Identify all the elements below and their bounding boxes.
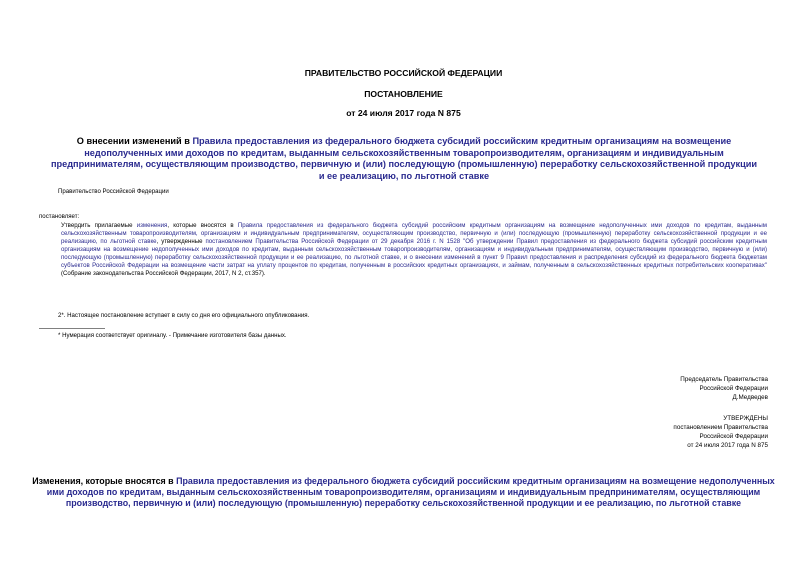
rules-link-inline[interactable]: Правила предоставления из федерального бюджета субсидий российским кредитным организациям на возмещение недополученных ими доходов по кредитам, выданным сельскохозяйственным товаропроизводителям, организациям и индивидуальным предпринимателям, осуществляющим производство, первичную и (или) последующую (промышленную) переработку сельскохозяйственной продукции и ее реализацию, по льготной ставке — [61, 222, 767, 245]
document-title — [48, 136, 760, 182]
item1-text-4: (Собрание законодательства Российской Федерации, 2017, N 2, ст.357). — [61, 270, 266, 277]
document-type: ПОСТАНОВЛЕНИЕ — [364, 89, 443, 99]
resolves-line: постановляет: — [39, 213, 80, 220]
item-1-paragraph — [39, 222, 767, 278]
approval-line-3: от 24 июля 2017 года N 875 — [687, 442, 768, 449]
signature-name: Д.Медведев — [732, 394, 768, 401]
item1-text-2: , которые вносятся в — [167, 222, 238, 229]
government-line: Правительство Российской Федерации — [58, 188, 169, 195]
item-2-paragraph: 2*. Настоящее постановление вступает в силу со дня его официального опубликования. — [58, 312, 310, 319]
signature-block — [680, 375, 768, 402]
resolution-1528-link[interactable]: постановлением Правительства Российской Федерации от 29 декабря 2016 г. N 1528 "Об утверждении Правил предоставления из федерального бюджета субсидий российским кредитным организациям на возмещение недополученных ими доходов по кредитам, выданным сельскохозяйственным товаропроизводителям, организациям и индивидуальным предпринимателям, осуществляющим производство, первичную и (или) последующую (промышленную) переработку сельскохозяйственной продукции и ее реализацию, по льготной ставке, и о внесении изменений в пункт 9 Правил предоставления и распределения субсидий из федерального бюджета бюджетам субъектов Российской Федерации на возмещение части затрат на уплату процентов по кредитам, полученным в российских кредитных организациях, и займам, полученным в сельскохозяйственных кредитных потребительских кооперативах" — [61, 238, 767, 269]
changes-rules-link[interactable]: Правила предоставления из федерального бюджета субсидий российским кредитным организациям на возмещение недополученных ими доходов по кредитам, выданным сельскохозяйственным товаропроизводителям, организациям и индивидуальным предпринимателям, осуществляющим производство, первичную и (или) последующую (промышленную) переработку сельскохозяйственной продукции и ее реализацию, по льготной ставке — [46, 476, 775, 509]
approval-line-1: постановлением Правительства — [673, 424, 768, 431]
footnote: * Нумерация соответствует оригиналу. - Примечание изготовителя базы данных. — [58, 332, 287, 339]
approval-block — [673, 414, 768, 450]
signature-position-1: Председатель Правительства — [680, 376, 768, 383]
approval-line-2: Российской Федерации — [699, 433, 768, 440]
approval-heading: УТВЕРЖДЕНЫ — [723, 415, 768, 422]
item1-text-3: , утвержденные — [156, 238, 206, 245]
changes-link[interactable]: изменения — [136, 222, 168, 229]
government-heading: ПРАВИТЕЛЬСТВО РОССИЙСКОЙ ФЕДЕРАЦИИ — [304, 68, 503, 78]
document-date-number: от 24 июля 2017 года N 875 — [346, 108, 461, 118]
footnote-separator — [39, 328, 105, 329]
changes-title — [30, 476, 777, 510]
rules-link[interactable]: Правила предоставления из федерального бюджета субсидий российским кредитным организациям на возмещение недополученных ими доходов по кредитам, выданным сельскохозяйственным товаропроизводителям, организациям и индивидуальным предпринимателям, осуществляющим производство, первичную и (или) последующую (промышленную) переработку сельскохозяйственной продукции и ее реализацию, по льготной ставке — [50, 136, 758, 181]
item1-text-1: Утвердить прилагаемые — [61, 222, 137, 229]
changes-title-prefix: Изменения, которые вносятся в — [32, 476, 177, 486]
title-prefix: О внесении изменений в — [76, 136, 193, 146]
signature-position-2: Российской Федерации — [699, 385, 768, 392]
